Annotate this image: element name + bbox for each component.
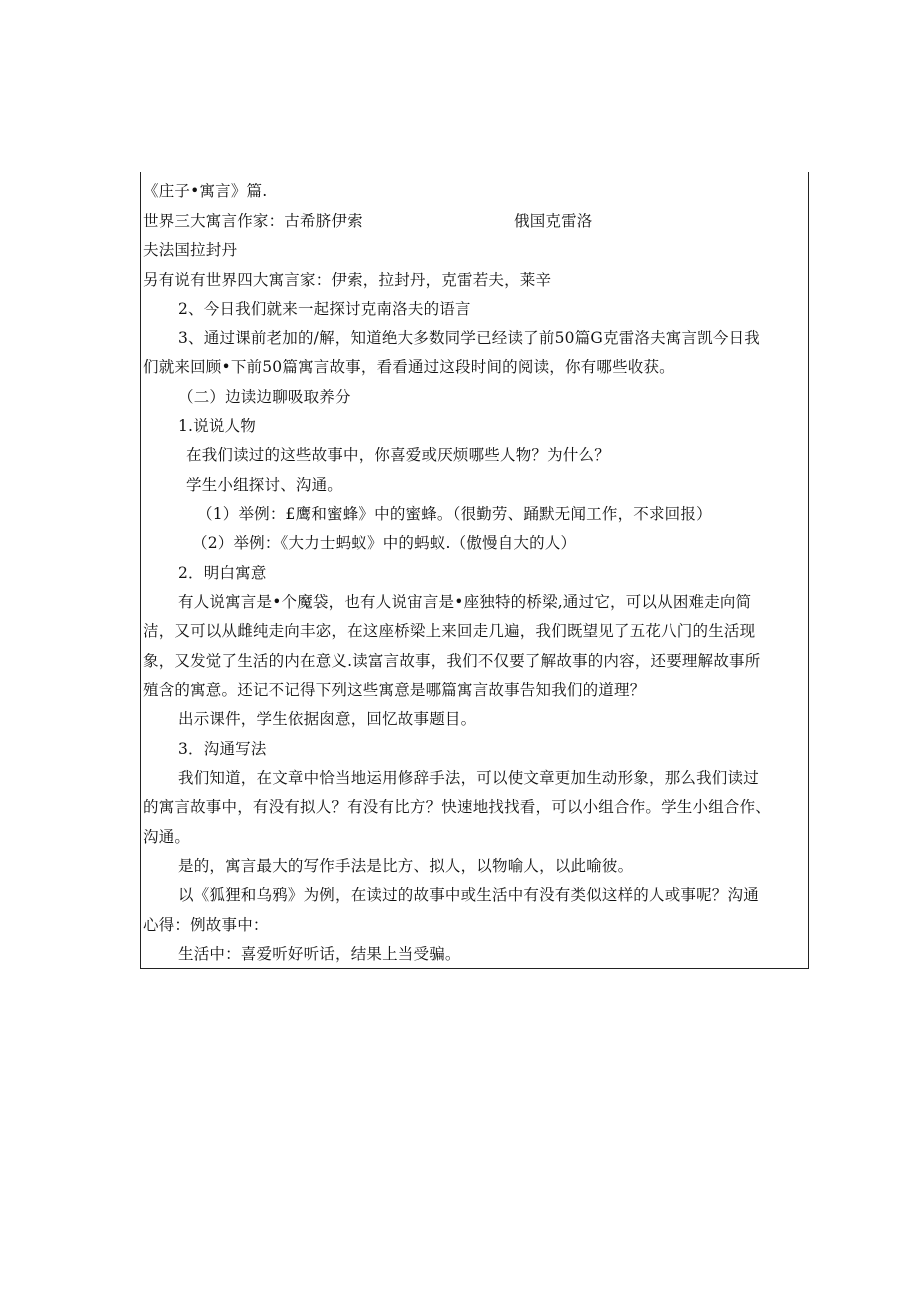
text-line: （1）举例：£鹰和蜜蜂》中的蜜蜂。（很勤劳、踊默无闻工作，不求回报） (197, 505, 712, 523)
text-line: 俄国克雷洛 (514, 212, 593, 230)
subsection-heading: 2．明白寓意 (178, 564, 267, 582)
text-line: 是的，寓言最大的写作手法是比方、拟人，以物喻人，以此喻彼。 (178, 857, 634, 875)
text-line: （2）举例：《大力士蚂蚁》中的蚂蚁.（傲慢自大的人） (192, 534, 577, 552)
text-line: 《庄子•寓言》篇. (143, 182, 268, 200)
text-line: 殖含的寓意。还记不记得下列这些寓意是哪篇寓言故事告知我们的道理？ (143, 681, 646, 699)
text-line: 出示课件，学生依据囱意，回忆故事题目。 (178, 710, 477, 728)
text-line: 3、通过课前老加的/解，知道绝大多数同学已经读了前50篇G克雷洛夫寓言凯今日我 (178, 329, 760, 347)
text-line: 2、今日我们就来一起探讨克南洛夫的语言 (178, 300, 471, 318)
text-line: 在我们读过的这些故事中，你喜爱或厌烦哪些人物？为什么？ (186, 446, 610, 464)
text-line: 心得：例故事中： (143, 916, 269, 934)
text-line: 的寓言故事中，有没有拟人？有没有比方？快速地找找看，可以小组合作。学生小组合作、 (143, 798, 772, 816)
text-line: 有人说寓言是•个魔袋，也有人说宙言是•座独特的桥梁,通过它，可以从困难走向简 (178, 593, 752, 611)
text-line: 沟通。 (143, 828, 191, 846)
text-line: 以《狐狸和乌鸦》为例，在读过的故事中或生活中有没有类似这样的人或事呢？沟通 (178, 886, 759, 904)
text-line: 世界三大寓言作家：古希脐伊索 (143, 212, 363, 230)
text-line: 们就来回顾•下前50篇寓言故事，看看通过这段时间的阅读，你有哪些收获。 (143, 358, 675, 376)
subsection-heading: 3．沟通写法 (178, 740, 267, 758)
text-line: 另有说有世界四大寓言家：伊索，拉封丹，克雷若夫，莱辛 (143, 271, 552, 289)
text-line: 生活中：喜爱听好听话，结果上当受骗。 (178, 945, 461, 963)
text-line: 学生小组探讨、沟通。 (186, 476, 344, 494)
text-line: 象，又发觉了生活的内在意义.读富言故事，我们不仅要了解故事的内容，还要理解故事所 (143, 652, 761, 670)
subsection-heading: 1.说说人物 (178, 417, 256, 435)
text-line: 洁，又可以从雌纯走向丰宓，在这座桥梁上来回走几遍，我们既望见了五花八门的生活现 (143, 622, 756, 640)
section-heading: （二）边读边聊吸取养分 (178, 388, 351, 406)
text-line: 我们知道，在文章中恰当地运用修辞手法，可以使文章更加生动形象，那么我们读过 (178, 769, 759, 787)
text-line: 夫法国拉封丹 (143, 241, 238, 259)
